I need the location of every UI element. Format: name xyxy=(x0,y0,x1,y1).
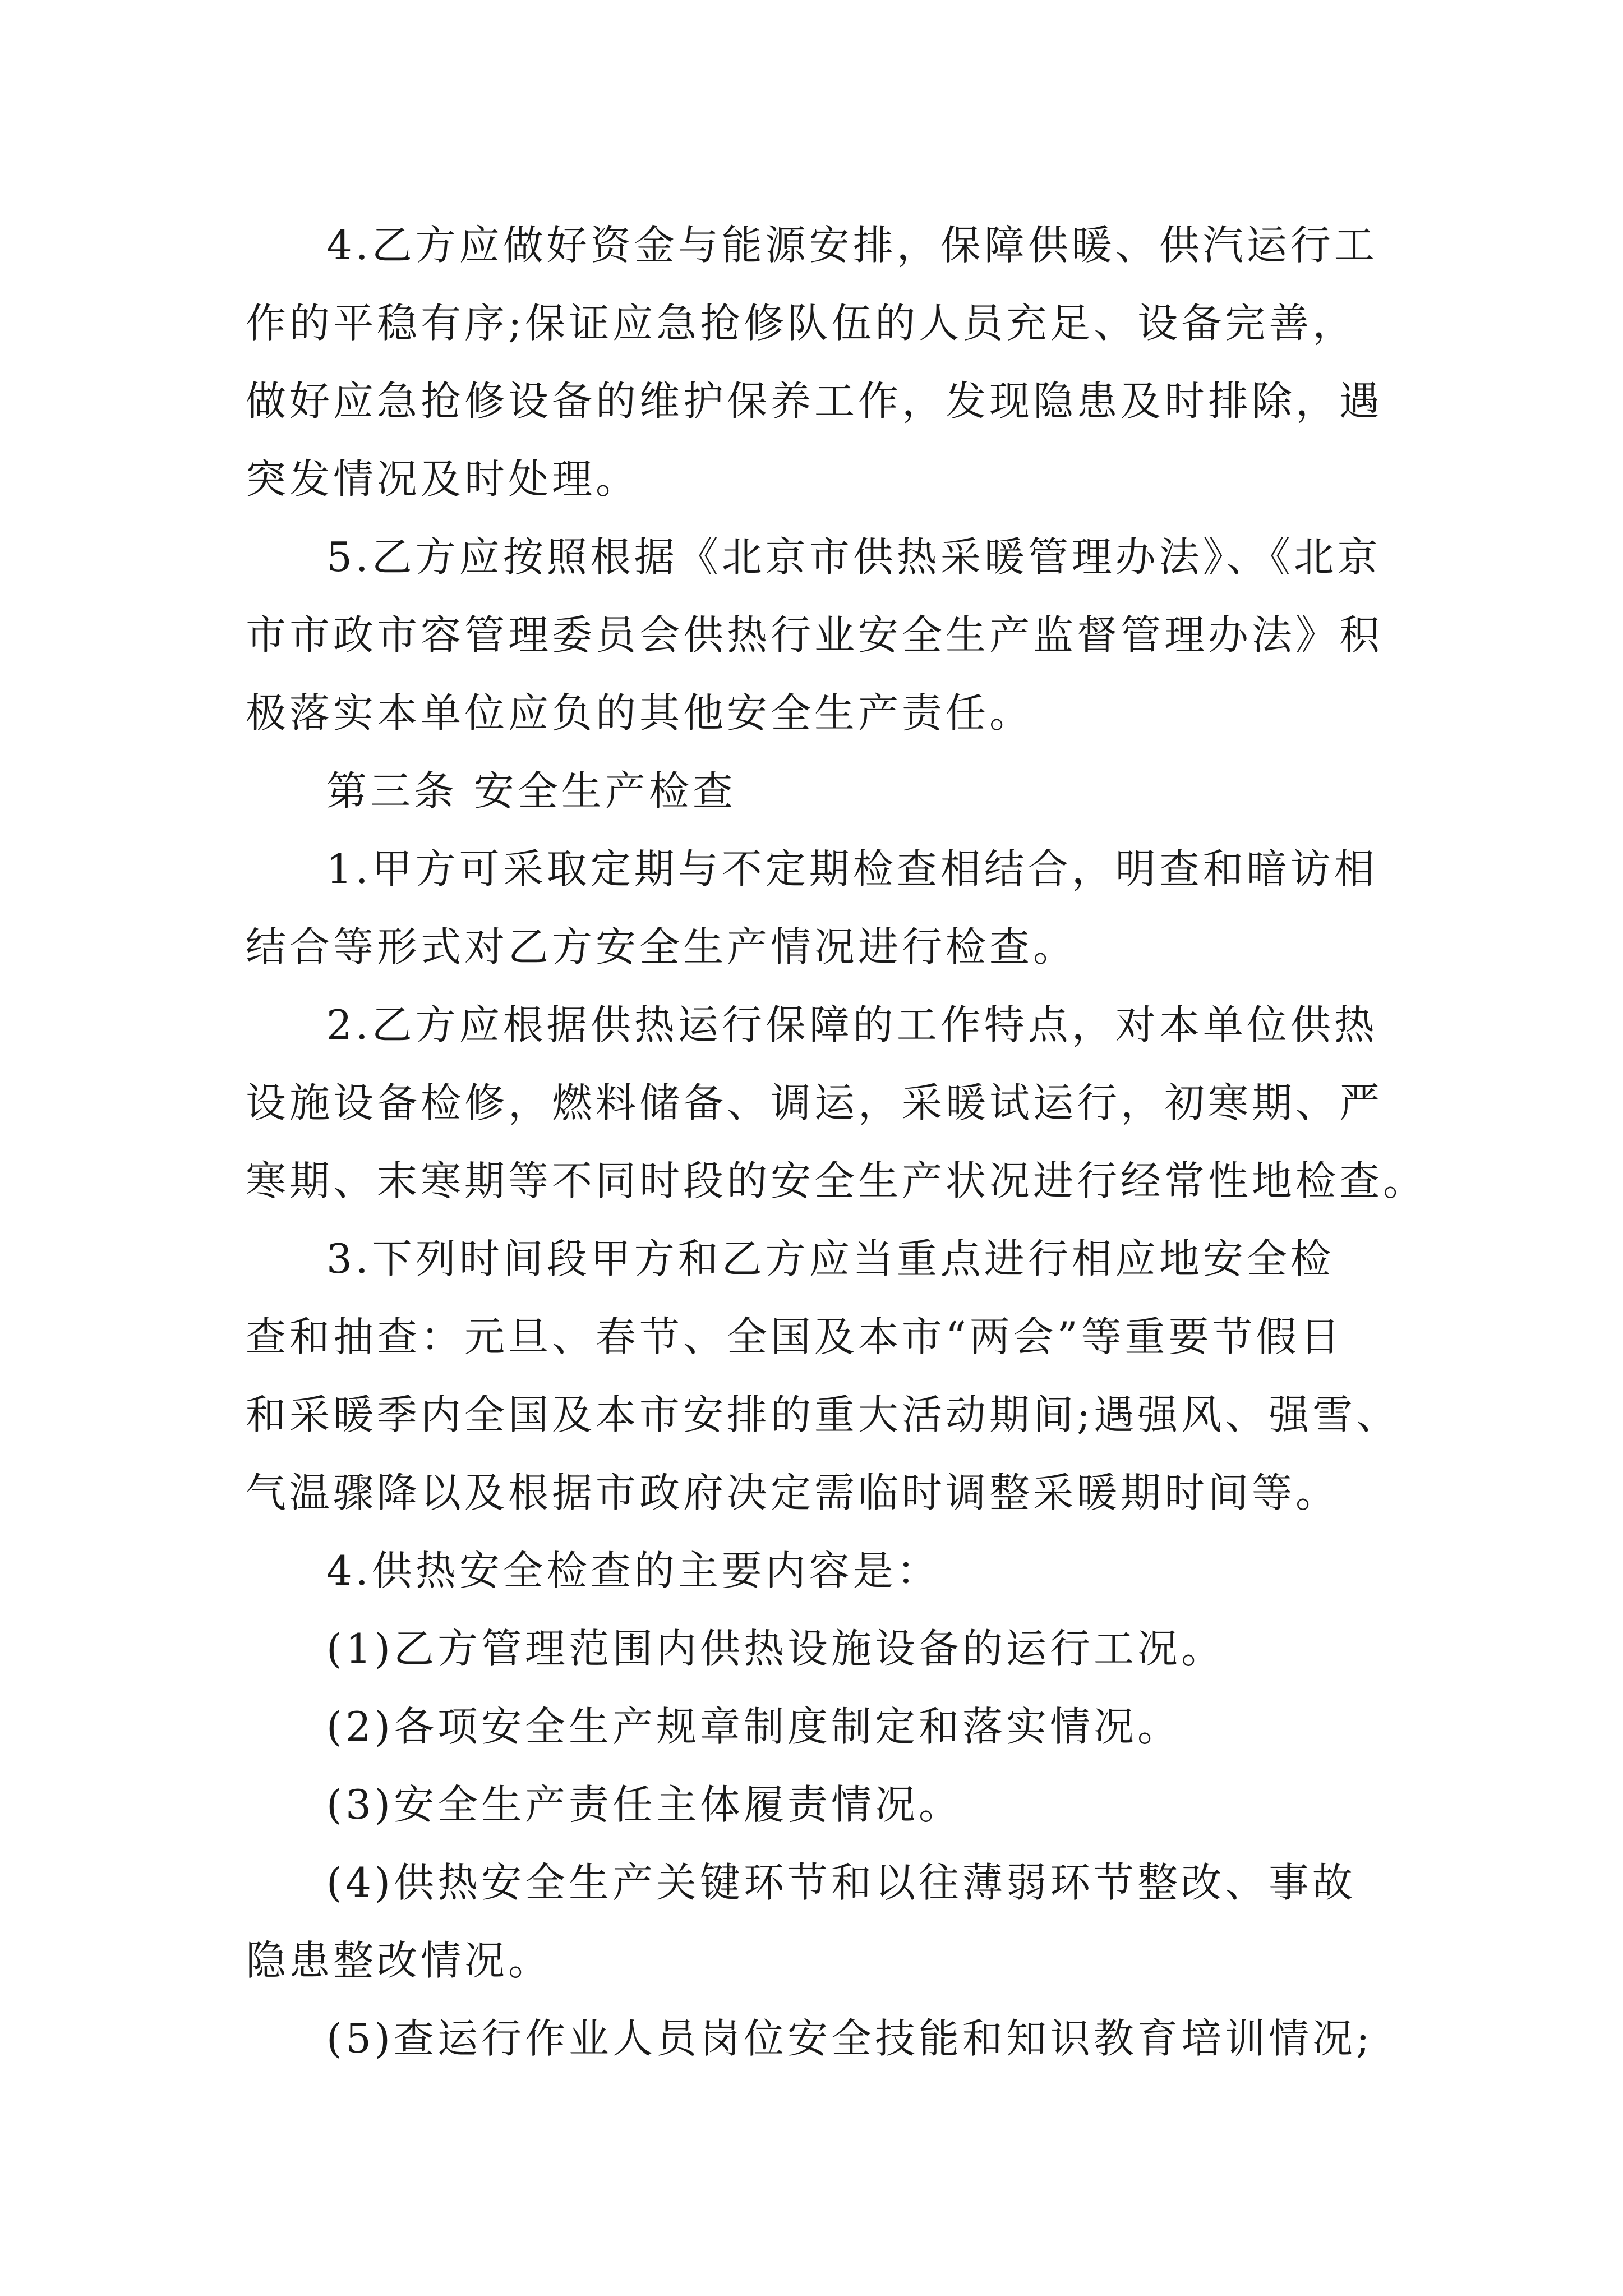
text-line: 气温骤降以及根据市政府决定需临时调整采暖期时间等。 xyxy=(246,1469,1340,1516)
text-line: 做好应急抢修设备的维护保养工作，发现隐患及时排除，遇 xyxy=(246,378,1384,425)
text-line: 1.甲方可采取定期与不定期检查相结合，明查和暗访相 xyxy=(326,845,1378,892)
text-line: 查和抽查：元旦、春节、全国及本市“两会”等重要节假日 xyxy=(246,1313,1344,1360)
text-line: 3.下列时间段甲方和乙方应当重点进行相应地安全检 xyxy=(326,1235,1334,1282)
text-line: 5.乙方应按照根据《北京市供热采暖管理办法》、《北京 xyxy=(326,533,1381,581)
text-line: 结合等形式对乙方安全生产情况进行检查。 xyxy=(246,923,1077,970)
text-line: 作的平稳有序;保证应急抢修队伍的人员充足、设备完善， xyxy=(246,300,1357,347)
text-line: 极落实本单位应负的其他安全生产责任。 xyxy=(246,689,1034,737)
text-line: 寒期、末寒期等不同时段的安全生产状况进行经常性地检查。 xyxy=(246,1157,1427,1204)
text-line: (3)安全生产责任主体履责情况。 xyxy=(326,1781,962,1828)
text-line: (5)查运行作业人员岗位安全技能和知识教育培训情况; xyxy=(326,2015,1373,2062)
text-line: 市市政市容管理委员会供热行业安全生产监督管理办法》积 xyxy=(246,611,1384,659)
text-line: (2)各项安全生产规章制度制定和落实情况。 xyxy=(326,1703,1181,1750)
text-line: (1)乙方管理范围内供热设施设备的运行工况。 xyxy=(326,1625,1225,1672)
text-line: 突发情况及时处理。 xyxy=(246,455,640,503)
text-line: 设施设备检修，燃料储备、调运，采暖试运行，初寒期、严 xyxy=(246,1079,1384,1126)
text-line: 4.供热安全检查的主要内容是： xyxy=(326,1547,940,1594)
text-line: (4)供热安全生产关键环节和以往薄弱环节整改、事故 xyxy=(326,1859,1356,1906)
document-body xyxy=(246,206,1427,2078)
text-line: 4.乙方应做好资金与能源安排，保障供暖、供汽运行工 xyxy=(326,222,1378,269)
text-line: 隐患整改情况。 xyxy=(246,1937,552,1984)
text-line: 第三条 安全生产检查 xyxy=(326,767,736,815)
text-line: 和采暖季内全国及本市安排的重大活动期间;遇强风、强雪、 xyxy=(246,1391,1400,1438)
text-line: 2.乙方应根据供热运行保障的工作特点，对本单位供热 xyxy=(326,1001,1378,1048)
